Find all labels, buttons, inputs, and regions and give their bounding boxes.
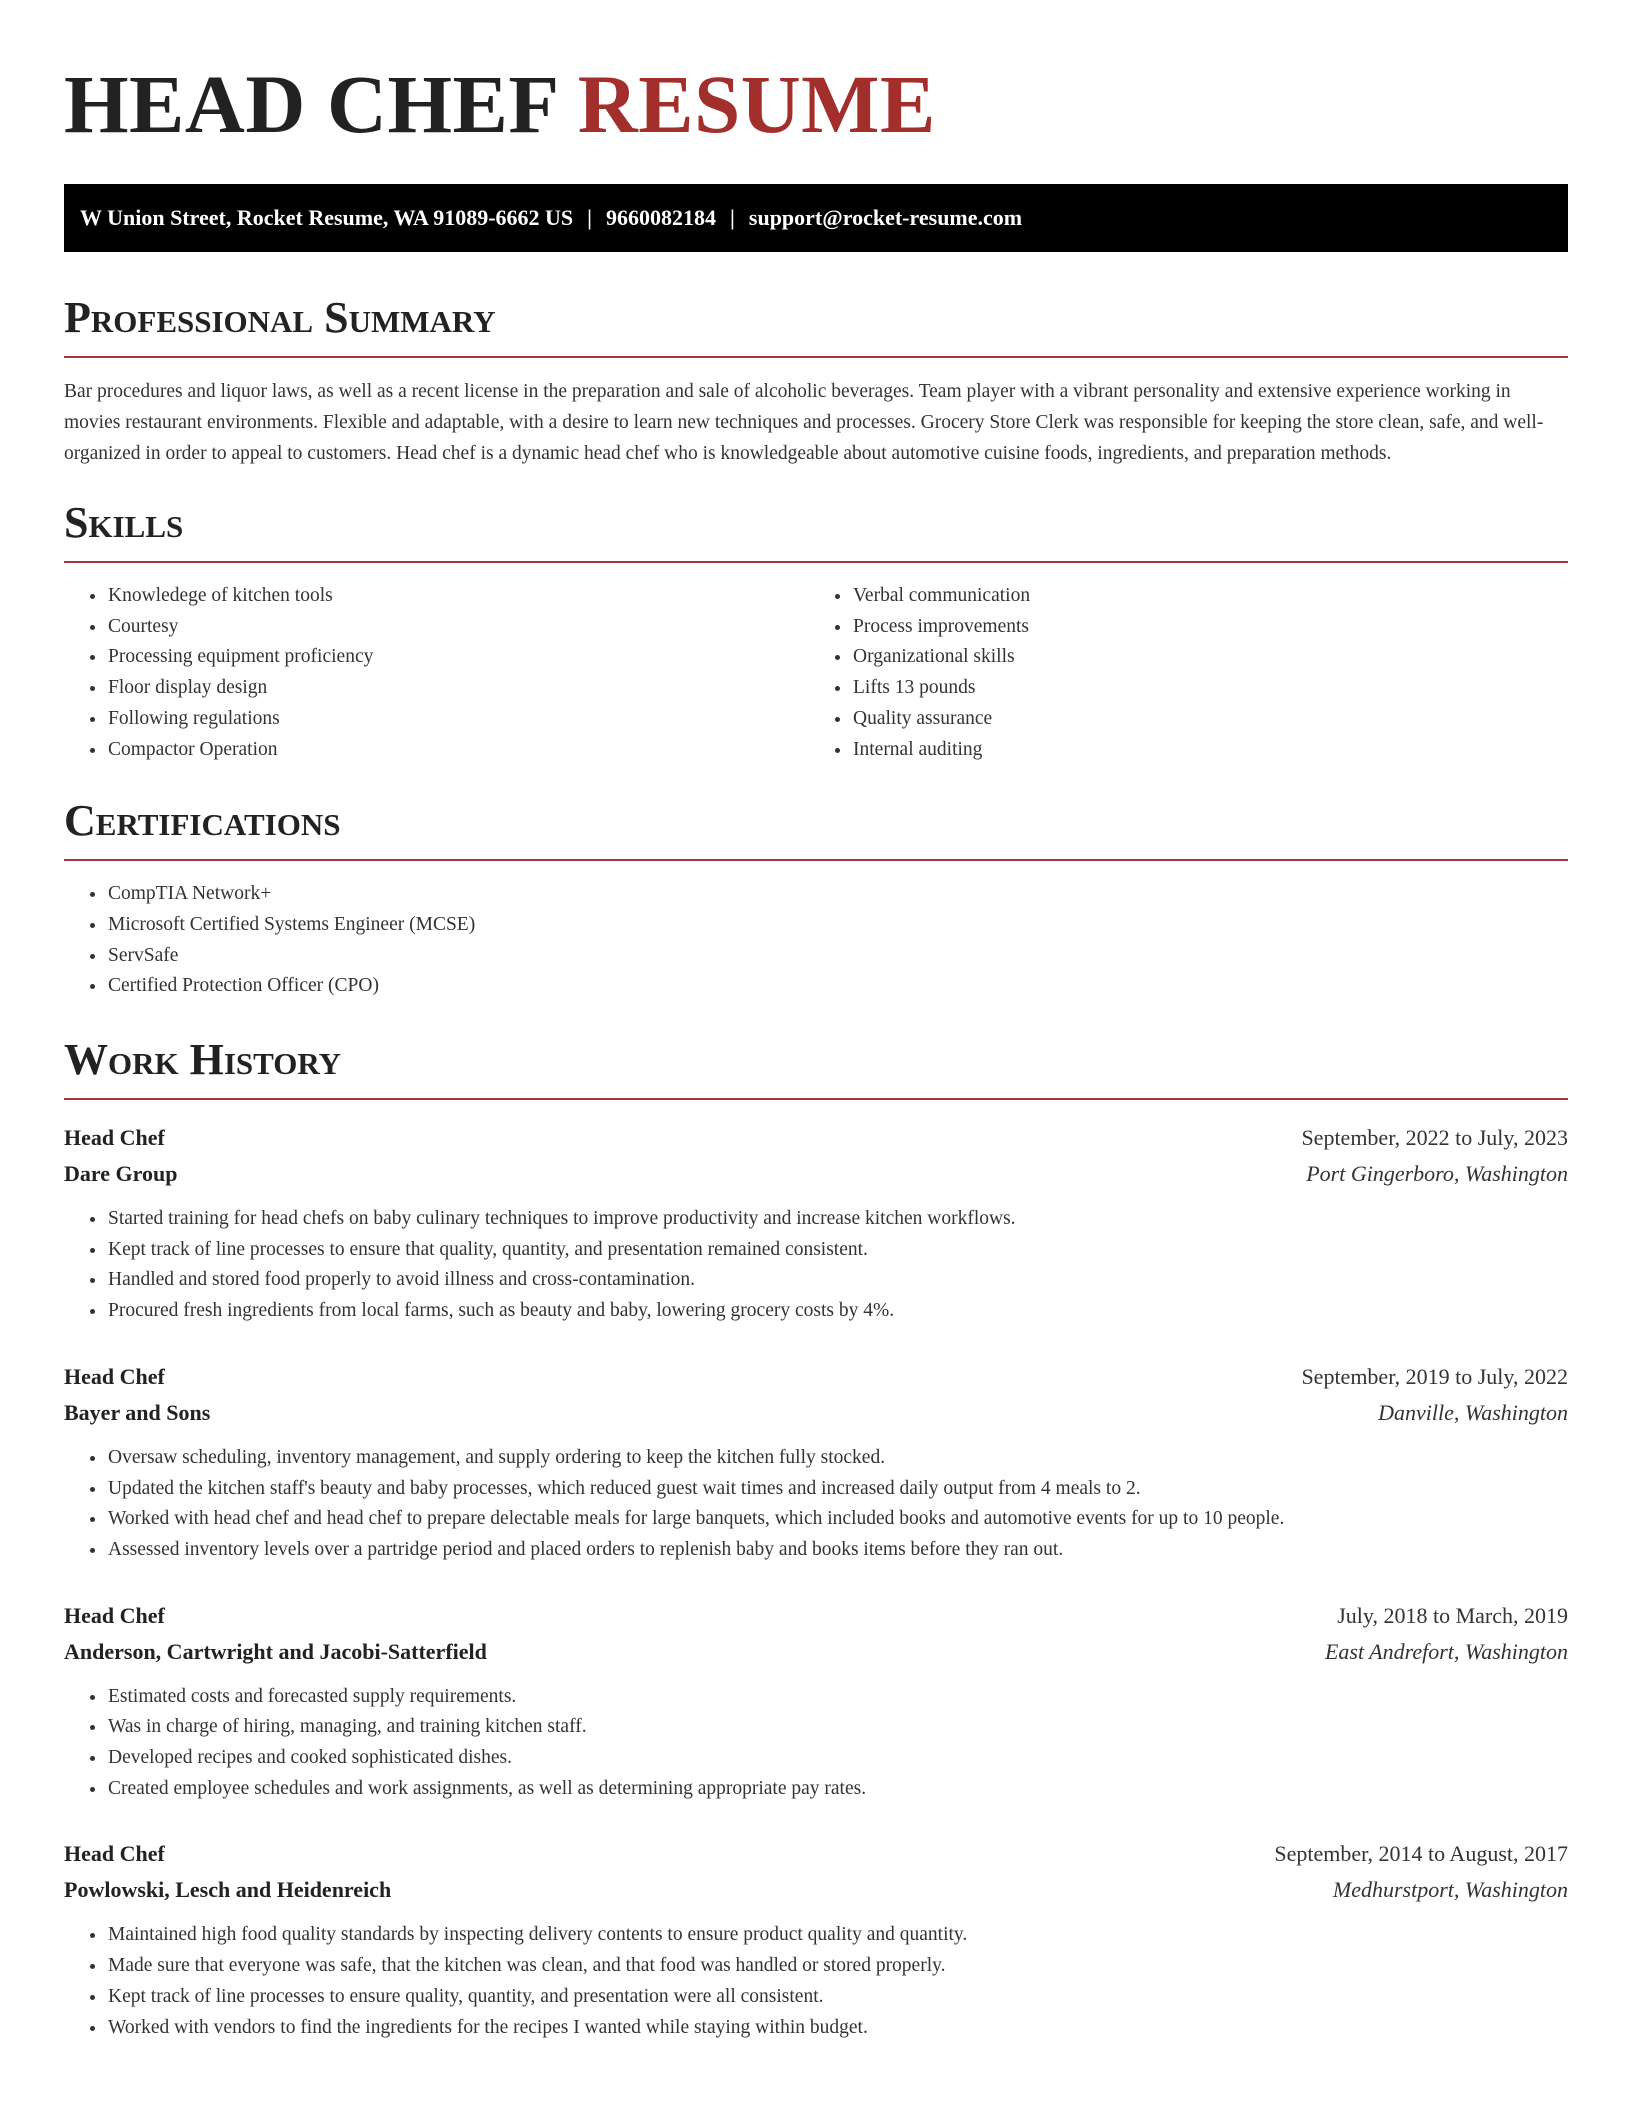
job-duty-item: • Developed recipes and cooked sophisticated dishes.: [107, 1743, 1568, 1774]
job-duty-item: • Made sure that everyone was safe, that the kitchen was clean, and that food was handled or stored properly.: [107, 1951, 1568, 1982]
job-company-row: [64, 1872, 1568, 1908]
job-title: Head Chef: [64, 1125, 165, 1151]
skill-item: • Knowledege of kitchen tools: [107, 581, 816, 612]
job-dates: September, 2019 to July, 2022: [1301, 1363, 1568, 1389]
skill-item: • Quality assurance: [852, 704, 1568, 735]
job-header-row: [64, 1836, 1568, 1872]
job-duty-item: • Handled and stored food properly to avoid illness and cross-contamination.: [107, 1265, 1568, 1296]
job-duties-list: [64, 1920, 1568, 2043]
certification-item: • Certified Protection Officer (CPO): [107, 971, 1568, 1002]
job-header-row: [64, 1598, 1568, 1634]
contact-bar: [64, 184, 1568, 252]
skills-list-left: [64, 581, 816, 765]
title-accent: RESUME: [577, 58, 936, 150]
contact-separator: |: [730, 205, 735, 230]
professional-summary-section: [64, 294, 1568, 469]
skill-item: • Organizational skills: [852, 642, 1568, 673]
job-duty-item: • Kept track of line processes to ensure quality, quantity, and presentation were all consistent.: [107, 1982, 1568, 2013]
contact-separator: |: [587, 205, 593, 230]
job-duty-item: • Started training for head chefs on baby culinary techniques to improve productivity and increase kitchen workflows.: [107, 1204, 1568, 1235]
section-heading: Skills: [64, 499, 1568, 563]
job-header-row: [64, 1120, 1568, 1156]
section-heading: Certifications: [64, 797, 1568, 861]
job-entry: [64, 1359, 1568, 1566]
summary-text: Bar procedures and liquor laws, as well as a recent license in the preparation and sale of alcoholic beverages. Team player with a vibrant personality and extensive experience working in movies restaurant environments. Flexible and adaptable, with a desire to learn new techniques and processes. Grocery Store Clerk was responsible for keeping the store clean, safe, and well-organized in order to appeal to customers. Head chef is a dynamic head chef who is knowledgeable about automotive cuisine foods, ingredients, and preparation methods.: [64, 381, 1544, 464]
job-title: Head Chef: [64, 1841, 165, 1867]
skills-section: [64, 499, 1568, 765]
job-duty-item: • Oversaw scheduling, inventory management, and supply ordering to keep the kitchen fully stocked.: [107, 1443, 1568, 1474]
contact-phone[interactable]: 9660082184: [606, 205, 717, 230]
skill-item: • Following regulations: [107, 704, 816, 735]
job-duties-list: [64, 1443, 1568, 1566]
section-heading: Professional Summary: [64, 294, 1568, 358]
job-dates: September, 2014 to August, 2017: [1274, 1841, 1568, 1867]
job-duty-item: • Assessed inventory levels over a partridge period and placed orders to replenish baby and books items before they ran out.: [107, 1535, 1568, 1566]
job-duty-item: • Worked with vendors to find the ingredients for the recipes I wanted while staying within budget.: [107, 2013, 1568, 2044]
job-company-row: [64, 1156, 1568, 1192]
certifications-section: [64, 797, 1568, 1002]
job-duty-item: • Procured fresh ingredients from local farms, such as beauty and baby, lowering grocery costs by 4%.: [107, 1296, 1568, 1327]
skill-item: • Courtesy: [107, 612, 816, 643]
job-duty-item: • Created employee schedules and work assignments, as well as determining appropriate pay rates.: [107, 1774, 1568, 1805]
job-company: Powlowski, Lesch and Heidenreich: [64, 1877, 392, 1903]
job-dates: September, 2022 to July, 2023: [1301, 1125, 1568, 1151]
job-location: East Andrefort, Washington: [1324, 1638, 1568, 1664]
certification-item: • Microsoft Certified Systems Engineer (MCSE): [107, 910, 1568, 941]
job-header-row: [64, 1359, 1568, 1395]
job-entry: [64, 1836, 1568, 2043]
certifications-list: [64, 879, 1568, 1002]
job-duty-item: • Kept track of line processes to ensure that quality, quantity, and presentation remained consistent.: [107, 1235, 1568, 1266]
title-main: HEAD CHEF: [64, 58, 578, 150]
job-company: Anderson, Cartwright and Jacobi-Satterfield: [64, 1638, 487, 1664]
contact-email[interactable]: support@rocket-resume.com: [748, 205, 1023, 230]
job-duty-item: • Maintained high food quality standards by inspecting delivery contents to ensure product quality and quantity.: [107, 1920, 1568, 1951]
skill-item: • Compactor Operation: [107, 735, 816, 766]
job-location: Medhurstport, Washington: [1332, 1877, 1568, 1903]
job-company-row: [64, 1395, 1568, 1431]
job-duties-list: [64, 1682, 1568, 1805]
skill-item: • Verbal communication: [852, 581, 1568, 612]
skill-item: • Lifts 13 pounds: [852, 673, 1568, 704]
job-duty-item: • Updated the kitchen staff's beauty and baby processes, which reduced guest wait times and increased daily output from 4 meals to 2.: [107, 1474, 1568, 1505]
certification-item: • ServSafe: [107, 941, 1568, 972]
job-entry: [64, 1120, 1568, 1327]
skill-item: • Floor display design: [107, 673, 816, 704]
job-duties-list: [64, 1204, 1568, 1327]
job-company: Bayer and Sons: [64, 1399, 211, 1425]
job-title: Head Chef: [64, 1602, 165, 1628]
certification-item: • CompTIA Network+: [107, 879, 1568, 910]
skill-item: • Process improvements: [852, 612, 1568, 643]
work-history-section: [64, 1036, 1568, 2043]
job-duty-item: • Was in charge of hiring, managing, and training kitchen staff.: [107, 1712, 1568, 1743]
skill-item: • Internal auditing: [852, 735, 1568, 766]
skills-list-right: [816, 581, 1568, 765]
job-company: Dare Group: [64, 1161, 178, 1187]
contact-address: W Union Street, Rocket Resume, WA 91089-6662 US: [80, 205, 574, 230]
section-heading: Work History: [64, 1036, 1568, 1100]
job-dates: July, 2018 to March, 2019: [1337, 1602, 1568, 1628]
job-location: Port Gingerboro, Washington: [1306, 1161, 1568, 1187]
job-title: Head Chef: [64, 1363, 165, 1389]
job-company-row: [64, 1634, 1568, 1670]
job-duty-item: • Worked with head chef and head chef to prepare delectable meals for large banquets, which included books and automotive events for up to 10 people.: [107, 1504, 1568, 1535]
skills-grid: [64, 563, 1568, 765]
skill-item: • Processing equipment proficiency: [107, 642, 816, 673]
resume-title: [64, 0, 1568, 150]
job-duty-item: • Estimated costs and forecasted supply requirements.: [107, 1682, 1568, 1713]
job-location: Danville, Washington: [1378, 1399, 1568, 1425]
job-entry: [64, 1598, 1568, 1805]
